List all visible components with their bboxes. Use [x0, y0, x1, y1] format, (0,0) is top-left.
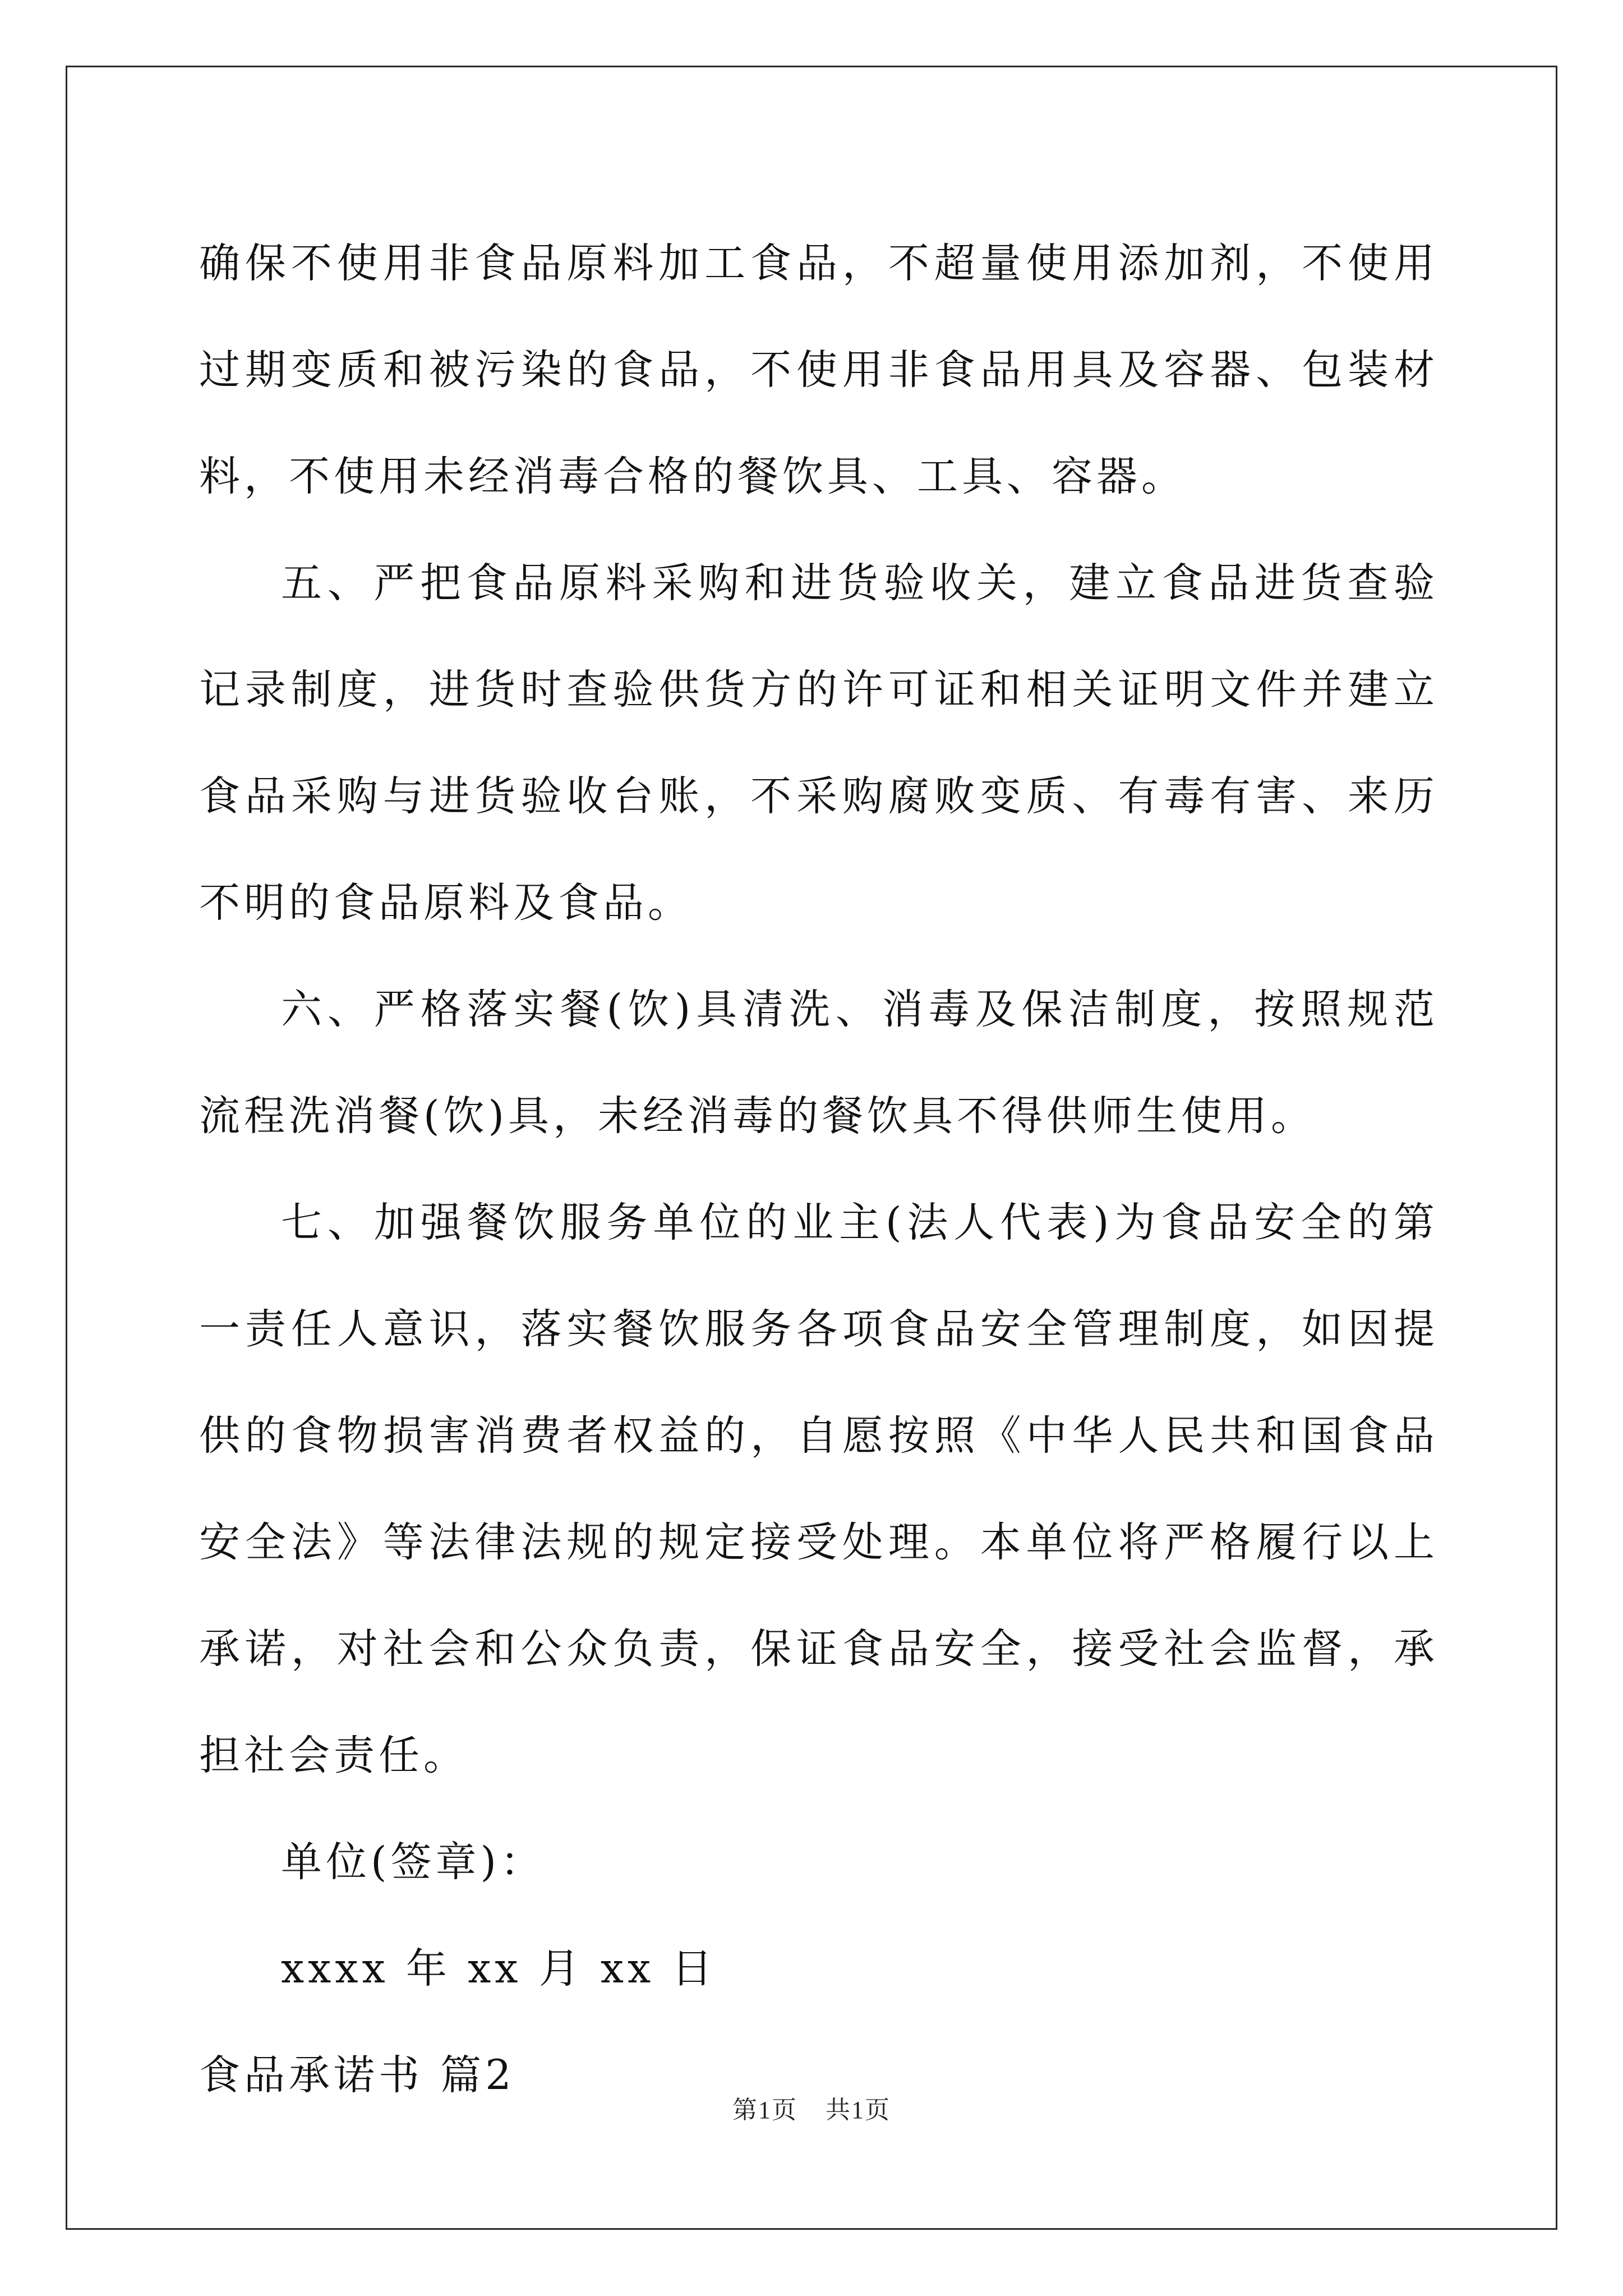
- section-heading: 食品承诺书 篇2: [199, 2051, 515, 2099]
- paragraph-1: 确保不使用非食品原料加工食品，不超量使用添加剂，不使用过期变质和被污染的食品，不使用非食品用具及容器、包装材料，不使用未经消毒合格的餐饮具、工具、容器。: [199, 240, 1438, 500]
- document-body: [199, 210, 1438, 2129]
- signature-line: 单位(签章)：: [281, 1838, 545, 1886]
- date-line: xxxx 年 xx 月 xx 日: [281, 1945, 717, 1993]
- paragraph-4: 七、加强餐饮服务单位的业主(法人代表)为食品安全的第一责任人意识，落实餐饮服务各项食品安全管理制度，如因提供的食物损害消费者权益的，自愿按照《中华人民共和国食品安全法》等法律法规的规定接受处理。本单位将严格履行以上承诺，对社会和公众负责，保证食品安全，接受社会监督，承担社会责任。: [199, 1199, 1438, 1779]
- page-number: 第1页: [732, 2096, 797, 2124]
- page-footer: [0, 2090, 1623, 2125]
- page-total: 共1页: [826, 2096, 891, 2124]
- paragraph-3: 六、严格落实餐(饮)具清洗、消毒及保洁制度，按照规范流程洗消餐(饮)具，未经消毒的餐饮具不得供师生使用。: [199, 986, 1438, 1140]
- paragraph-2: 五、严把食品原料采购和进货验收关，建立食品进货查验记录制度，进货时查验供货方的许可证和相关证明文件并建立食品采购与进货验收台账，不采购腐败变质、有毒有害、来历不明的食品原料及食品。: [199, 559, 1438, 927]
